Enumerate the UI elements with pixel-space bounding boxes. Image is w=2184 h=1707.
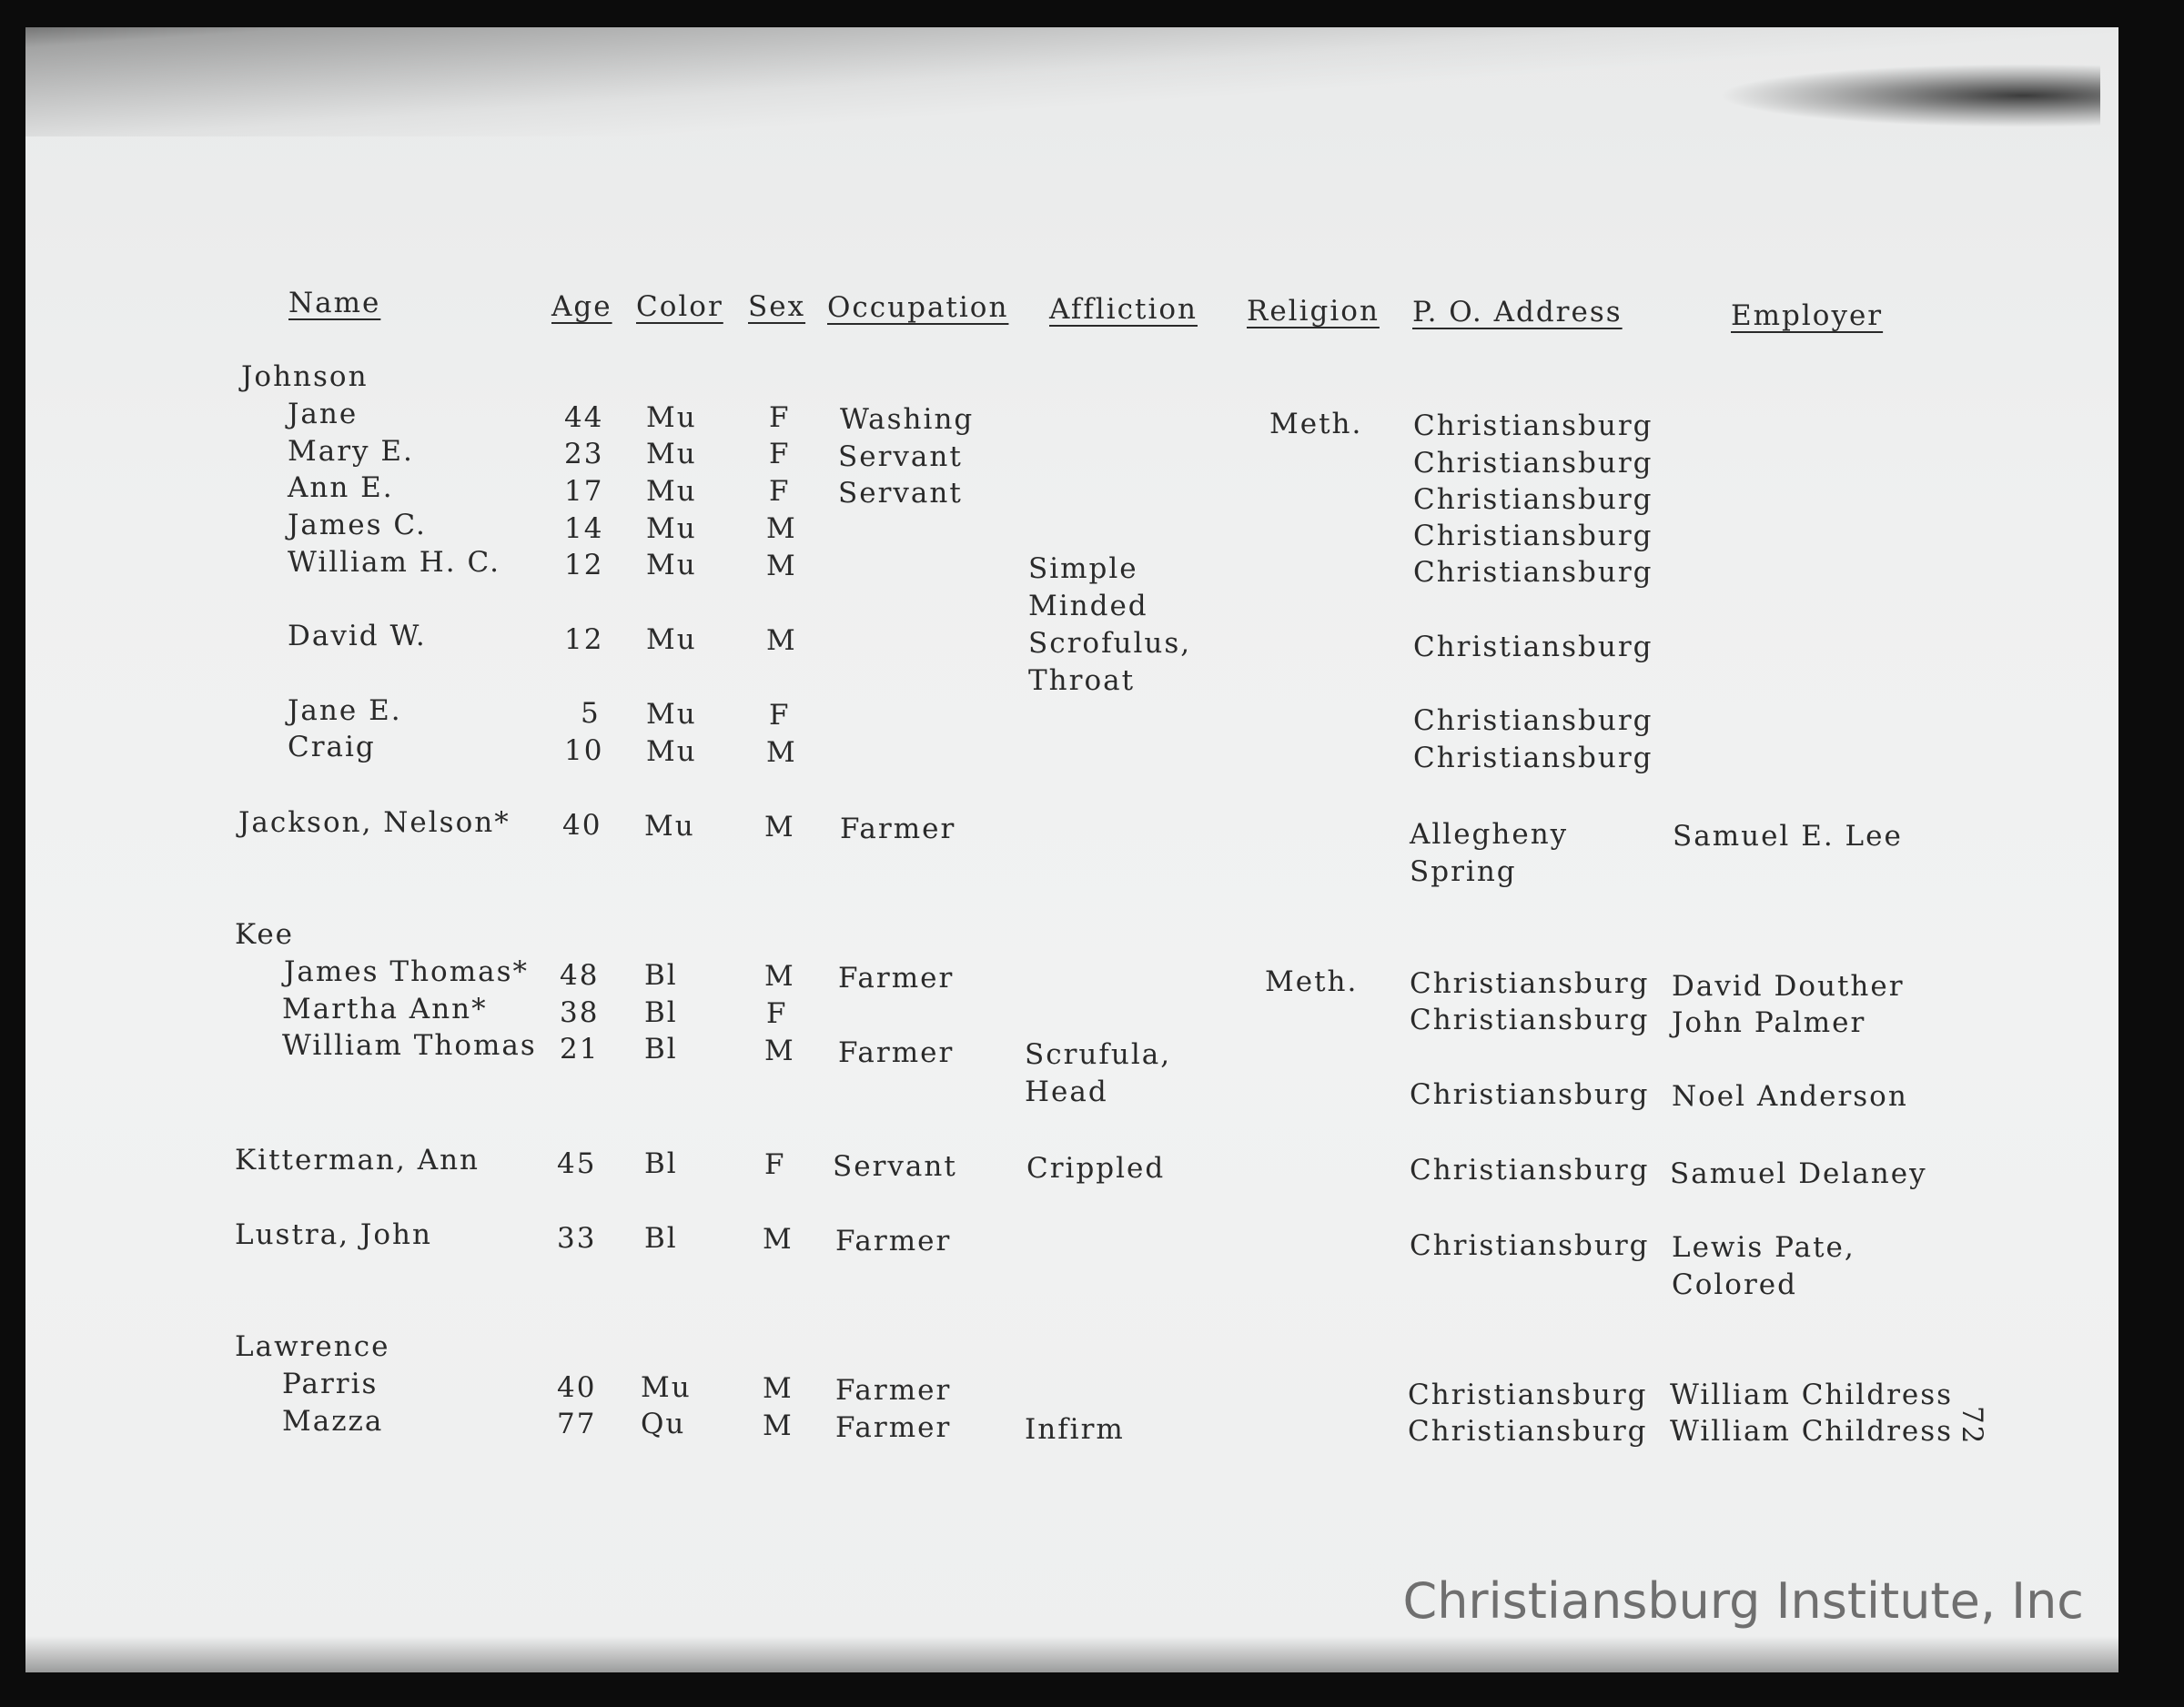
row-occupation: Farmer: [835, 1225, 952, 1258]
row-age: 10: [564, 734, 604, 767]
row-occupation: Farmer: [835, 1374, 952, 1407]
row-occupation: Washing: [840, 403, 975, 436]
row-age: 38: [560, 996, 600, 1029]
row-name: Jackson, Nelson*: [238, 806, 511, 839]
row-color: Mu: [646, 623, 697, 656]
row-sex: M: [766, 550, 797, 582]
row-religion: Meth.: [1269, 408, 1363, 440]
row-name: William Thomas: [282, 1029, 537, 1062]
row-occupation: Servant: [838, 477, 963, 510]
row-employer: Samuel E. Lee: [1673, 820, 1903, 853]
row-affliction-line2: Minded: [1028, 590, 1148, 622]
scan-shadow-bottom: [25, 1636, 2118, 1672]
row-address: Christiansburg: [1413, 742, 1653, 774]
row-affliction: Scrofulus,: [1028, 627, 1192, 660]
row-color: Mu: [641, 1371, 692, 1404]
row-employer: Noel Anderson: [1672, 1080, 1908, 1113]
scan-shadow-right: [1718, 64, 2100, 127]
row-sex: F: [769, 438, 791, 470]
watermark: Christiansburg Institute, Inc: [1402, 1572, 2084, 1630]
row-sex: F: [764, 1148, 786, 1181]
header-color: Color: [636, 290, 723, 323]
row-occupation: Farmer: [835, 1411, 952, 1444]
header-occupation: Occupation: [827, 291, 1009, 324]
page-number: 72: [1956, 1406, 1988, 1446]
row-address: Christiansburg: [1410, 1078, 1650, 1111]
row-age: 17: [564, 475, 604, 508]
row-address: Christiansburg: [1413, 520, 1653, 552]
row-address: Christiansburg: [1413, 483, 1653, 516]
row-age: 12: [564, 549, 604, 581]
row-color: Mu: [646, 549, 697, 581]
row-color: Bl: [644, 1222, 678, 1255]
row-age: 48: [560, 959, 600, 992]
row-sex: M: [763, 1372, 794, 1405]
group-kee: Kee: [235, 918, 295, 951]
row-color: Mu: [644, 810, 695, 843]
row-affliction: Crippled: [1026, 1152, 1166, 1185]
row-sex: F: [769, 401, 791, 434]
row-age: 40: [557, 1371, 597, 1404]
row-sex: M: [766, 512, 797, 545]
row-color: Bl: [644, 996, 678, 1029]
row-name: Martha Ann*: [282, 993, 488, 1025]
row-color: Bl: [644, 1147, 678, 1180]
row-employer: Samuel Delaney: [1670, 1157, 1927, 1190]
row-color: Mu: [646, 735, 697, 768]
row-religion: Meth.: [1265, 965, 1359, 998]
row-sex: M: [763, 1409, 794, 1442]
row-color: Mu: [646, 438, 697, 470]
group-lawrence: Lawrence: [235, 1330, 390, 1363]
row-sex: F: [766, 997, 788, 1030]
row-age: 12: [564, 623, 604, 656]
row-sex: M: [766, 736, 797, 769]
row-name: James Thomas*: [284, 955, 530, 988]
row-address: Christiansburg: [1410, 1229, 1650, 1262]
row-color: Mu: [646, 698, 697, 731]
row-employer: William Childress: [1670, 1379, 1954, 1411]
row-address: Christiansburg: [1410, 1004, 1650, 1036]
header-address: P. O. Address: [1412, 296, 1623, 328]
row-affliction: Simple: [1028, 552, 1138, 585]
header-employer: Employer: [1731, 299, 1884, 332]
row-address: Christiansburg: [1413, 704, 1653, 737]
row-name: Kitterman, Ann: [235, 1144, 480, 1177]
row-age: 33: [557, 1222, 597, 1255]
row-age: 5: [581, 697, 601, 730]
row-name: Parris: [282, 1368, 379, 1400]
row-employer: William Childress: [1670, 1415, 1954, 1448]
row-sex: F: [769, 475, 791, 508]
row-address: Christiansburg: [1413, 409, 1653, 442]
row-address: Christiansburg: [1413, 447, 1653, 480]
row-name: Ann E.: [288, 471, 394, 504]
row-affliction: Scrufula,: [1025, 1038, 1172, 1071]
row-address: Christiansburg: [1410, 1154, 1650, 1187]
row-occupation: Servant: [833, 1150, 957, 1183]
row-color: Qu: [641, 1408, 686, 1440]
row-name: Mary E.: [288, 435, 414, 468]
row-address: Christiansburg: [1410, 967, 1650, 1000]
row-color: Mu: [646, 475, 697, 508]
row-employer: John Palmer: [1672, 1006, 1866, 1039]
row-employer-line2: Colored: [1672, 1268, 1797, 1301]
row-address: Christiansburg: [1408, 1379, 1648, 1411]
row-address: Christiansburg: [1413, 556, 1653, 589]
header-age: Age: [551, 290, 612, 323]
header-affliction: Affliction: [1049, 293, 1198, 326]
row-affliction-line2: Throat: [1028, 664, 1136, 697]
row-age: 21: [560, 1033, 600, 1066]
row-address: Christiansburg: [1408, 1415, 1648, 1448]
row-employer: Lewis Pate,: [1672, 1231, 1855, 1264]
row-name: Mazza: [282, 1405, 384, 1438]
row-sex: F: [769, 699, 791, 732]
row-sex: M: [766, 624, 797, 657]
group-johnson: Johnson: [241, 360, 369, 393]
row-employer: David Douther: [1672, 970, 1905, 1003]
row-affliction-line2: Head: [1025, 1076, 1108, 1108]
row-occupation: Farmer: [838, 962, 955, 995]
row-age: 45: [557, 1147, 597, 1180]
header-religion: Religion: [1247, 295, 1380, 328]
row-sex: M: [764, 811, 795, 843]
row-name: James C.: [288, 509, 427, 541]
row-address: Allegheny: [1410, 818, 1569, 851]
row-name: David W.: [288, 620, 427, 652]
row-name: Jane: [288, 398, 359, 430]
header-name: Name: [288, 287, 381, 319]
row-occupation: Servant: [838, 440, 963, 473]
row-name: Lustra, John: [235, 1218, 432, 1251]
row-name: William H. C.: [288, 546, 500, 579]
row-age: 40: [562, 809, 602, 842]
row-occupation: Farmer: [838, 1036, 955, 1069]
row-age: 77: [557, 1408, 597, 1440]
row-color: Bl: [644, 959, 678, 992]
row-sex: M: [764, 1035, 795, 1067]
row-sex: M: [763, 1223, 794, 1256]
header-sex: Sex: [748, 290, 806, 323]
row-occupation: Farmer: [840, 813, 956, 845]
row-sex: M: [764, 960, 795, 993]
row-name: Craig: [288, 731, 376, 763]
row-color: Bl: [644, 1033, 678, 1066]
row-address: Christiansburg: [1413, 631, 1653, 663]
row-age: 44: [564, 401, 604, 434]
row-affliction: Infirm: [1025, 1413, 1125, 1446]
row-color: Mu: [646, 512, 697, 545]
row-color: Mu: [646, 401, 697, 434]
row-name: Jane E.: [288, 694, 402, 727]
row-age: 23: [564, 438, 604, 470]
row-age: 14: [564, 512, 604, 545]
row-address-line2: Spring: [1410, 855, 1517, 888]
